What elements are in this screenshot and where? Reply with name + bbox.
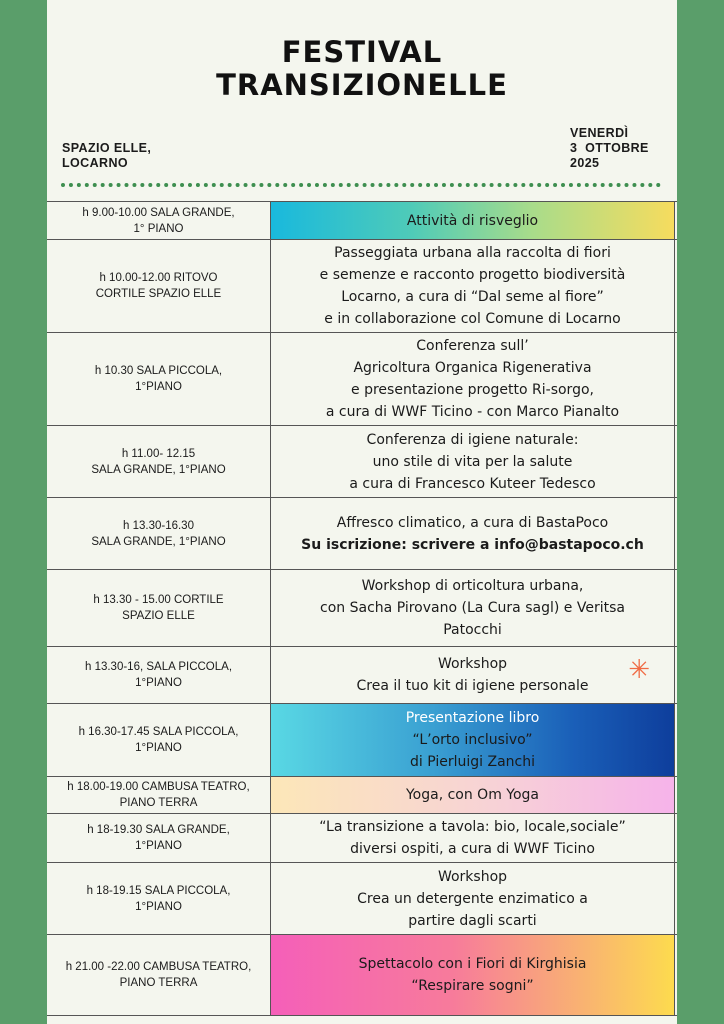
time-line: h 21.00 -22.00 CAMBUSA TEATRO, <box>65 961 252 973</box>
time-line: 1° PIANO <box>133 222 184 235</box>
dotted-divider <box>61 183 661 187</box>
schedule-row <box>47 777 677 814</box>
schedule-row <box>47 426 677 498</box>
date-line-3: 2025 <box>570 156 600 170</box>
schedule-row <box>47 647 677 704</box>
activity-line: e in collaborazione col Comune di Locarno <box>324 311 621 327</box>
activity-line: e semenze e racconto progetto biodiversità <box>319 267 626 283</box>
schedule-row <box>47 498 677 570</box>
schedule-activity <box>271 498 675 569</box>
activity-line: uno stile di vita per la salute <box>372 453 573 470</box>
time-line: 1°PIANO <box>135 381 182 393</box>
title-line-1: FESTIVAL <box>281 35 443 69</box>
time-line: 1°PIANO <box>135 840 182 852</box>
schedule-activity <box>271 814 675 862</box>
schedule-row <box>47 814 677 863</box>
time-line: h 16.30-17.45 SALA PICCOLA, <box>78 726 239 738</box>
time-line: PIANO TERRA <box>119 797 198 809</box>
activity-line: Workshop <box>437 656 508 672</box>
activity-line: Conferenza di igiene naturale: <box>366 431 579 448</box>
activity-line: Yoga, con Om Yoga <box>405 787 540 803</box>
schedule-time <box>47 498 271 569</box>
date-line-2: 3 OTTOBRE <box>570 141 649 155</box>
schedule-activity <box>271 333 675 425</box>
schedule-time <box>47 935 271 1015</box>
time-line: h 9.00-10.00 SALA GRANDE, <box>82 206 235 219</box>
time-line: SALA GRANDE, 1°PIANO <box>91 463 226 476</box>
activity-line: Affresco climatico, a cura di BastaPoco <box>336 514 609 531</box>
time-line: h 13.30 - 15.00 CORTILE <box>93 594 224 606</box>
activity-line: a cura di WWF Ticino - con Marco Pianalto <box>325 404 620 420</box>
schedule-row <box>47 863 677 935</box>
schedule-time <box>47 863 271 934</box>
activity-line: Conferenza sull’ <box>416 338 529 354</box>
asterisk-flower-icon: ✳ <box>628 655 650 685</box>
activity-line: Workshop di orticoltura urbana, <box>361 578 584 594</box>
schedule-row <box>47 570 677 647</box>
signup-email-note: Su iscrizione: scrivere a info@bastapoco.ch <box>301 536 644 553</box>
schedule-table <box>47 201 677 1016</box>
time-line: h 13.30-16, SALA PICCOLA, <box>84 661 233 673</box>
activity-line: Passeggiata urbana alla raccolta di fiori <box>334 245 611 261</box>
activity-line: Locarno, a cura di “Dal seme al fiore” <box>341 289 604 305</box>
schedule-row <box>47 333 677 426</box>
event-date <box>570 126 649 171</box>
schedule-activity <box>271 704 675 776</box>
activity-line: Crea il tuo kit di igiene personale <box>356 678 589 694</box>
schedule-time <box>47 240 271 332</box>
schedule-time <box>47 426 271 497</box>
activity-line: “Respirare sogni” <box>411 978 534 994</box>
activity-line: Presentazione libro <box>405 710 540 726</box>
schedule-activity <box>271 570 675 646</box>
activity-line: a cura di Francesco Kuteer Tedesco <box>349 475 596 492</box>
activity-line: “La transizione a tavola: bio, locale,sociale” <box>319 819 626 835</box>
date-line-1: VENERDÌ <box>570 126 629 140</box>
schedule-time <box>47 333 271 425</box>
activity-line: Workshop <box>437 868 508 885</box>
schedule-row <box>47 202 677 240</box>
time-line: 1°PIANO <box>135 677 182 689</box>
schedule-activity <box>271 863 675 934</box>
time-line: 1°PIANO <box>135 742 182 754</box>
activity-line: Spettacolo con i Fiori di Kirghisia <box>358 956 587 972</box>
schedule-activity <box>271 202 675 239</box>
activity-line: partire dagli scarti <box>408 912 537 929</box>
venue-line-2: LOCARNO <box>62 156 128 170</box>
schedule-row <box>47 935 677 1016</box>
poster-page <box>47 0 677 1024</box>
time-line: h 18-19.30 SALA GRANDE, <box>87 824 230 836</box>
time-line: h 10.00-12.00 RITOVO <box>99 272 218 284</box>
time-line: h 18.00-19.00 CAMBUSA TEATRO, <box>67 781 250 793</box>
schedule-activity <box>271 777 675 813</box>
time-line: CORTILE SPAZIO ELLE <box>95 288 222 300</box>
time-line: PIANO TERRA <box>119 977 198 989</box>
activity-line: con Sacha Pirovano (La Cura sagl) e Veritsa <box>320 600 625 616</box>
time-line: 1°PIANO <box>135 900 182 913</box>
schedule-time <box>47 570 271 646</box>
schedule-time <box>47 704 271 776</box>
activity-line: “L’orto inclusivo” <box>412 732 533 748</box>
activity-line: e presentazione progetto Ri-sorgo, <box>351 382 594 398</box>
activity-line: Agricoltura Organica Rigenerativa <box>353 360 592 376</box>
schedule-time <box>47 202 271 239</box>
title-line-2: TRANSIZIONELLE <box>216 68 508 102</box>
venue <box>62 141 151 171</box>
schedule-time <box>47 814 271 862</box>
schedule-activity <box>271 240 675 332</box>
time-line: SALA GRANDE, 1°PIANO <box>91 535 226 548</box>
time-line: h 13.30-16.30 <box>123 519 194 532</box>
schedule-time <box>47 777 271 813</box>
schedule-row <box>47 240 677 333</box>
activity-line: Crea un detergente enzimatico a <box>357 890 588 907</box>
activity-line: Attività di risveglio <box>406 212 539 229</box>
time-line: h 10.30 SALA PICCOLA, <box>94 365 223 377</box>
time-line: h 18-19.15 SALA PICCOLA, <box>86 884 231 897</box>
time-line: h 11.00- 12.15 <box>121 447 196 460</box>
schedule-activity <box>271 935 675 1015</box>
page-title <box>47 36 677 102</box>
activity-line: di Pierluigi Zanchi <box>409 754 535 770</box>
activity-line: diversi ospiti, a cura di WWF Ticino <box>350 841 595 857</box>
activity-line: Patocchi <box>443 622 502 638</box>
schedule-time <box>47 647 271 703</box>
time-line: SPAZIO ELLE <box>122 610 195 622</box>
schedule-row <box>47 704 677 777</box>
schedule-activity <box>271 647 675 703</box>
venue-line-1: SPAZIO ELLE, <box>62 141 152 155</box>
schedule-activity <box>271 426 675 497</box>
